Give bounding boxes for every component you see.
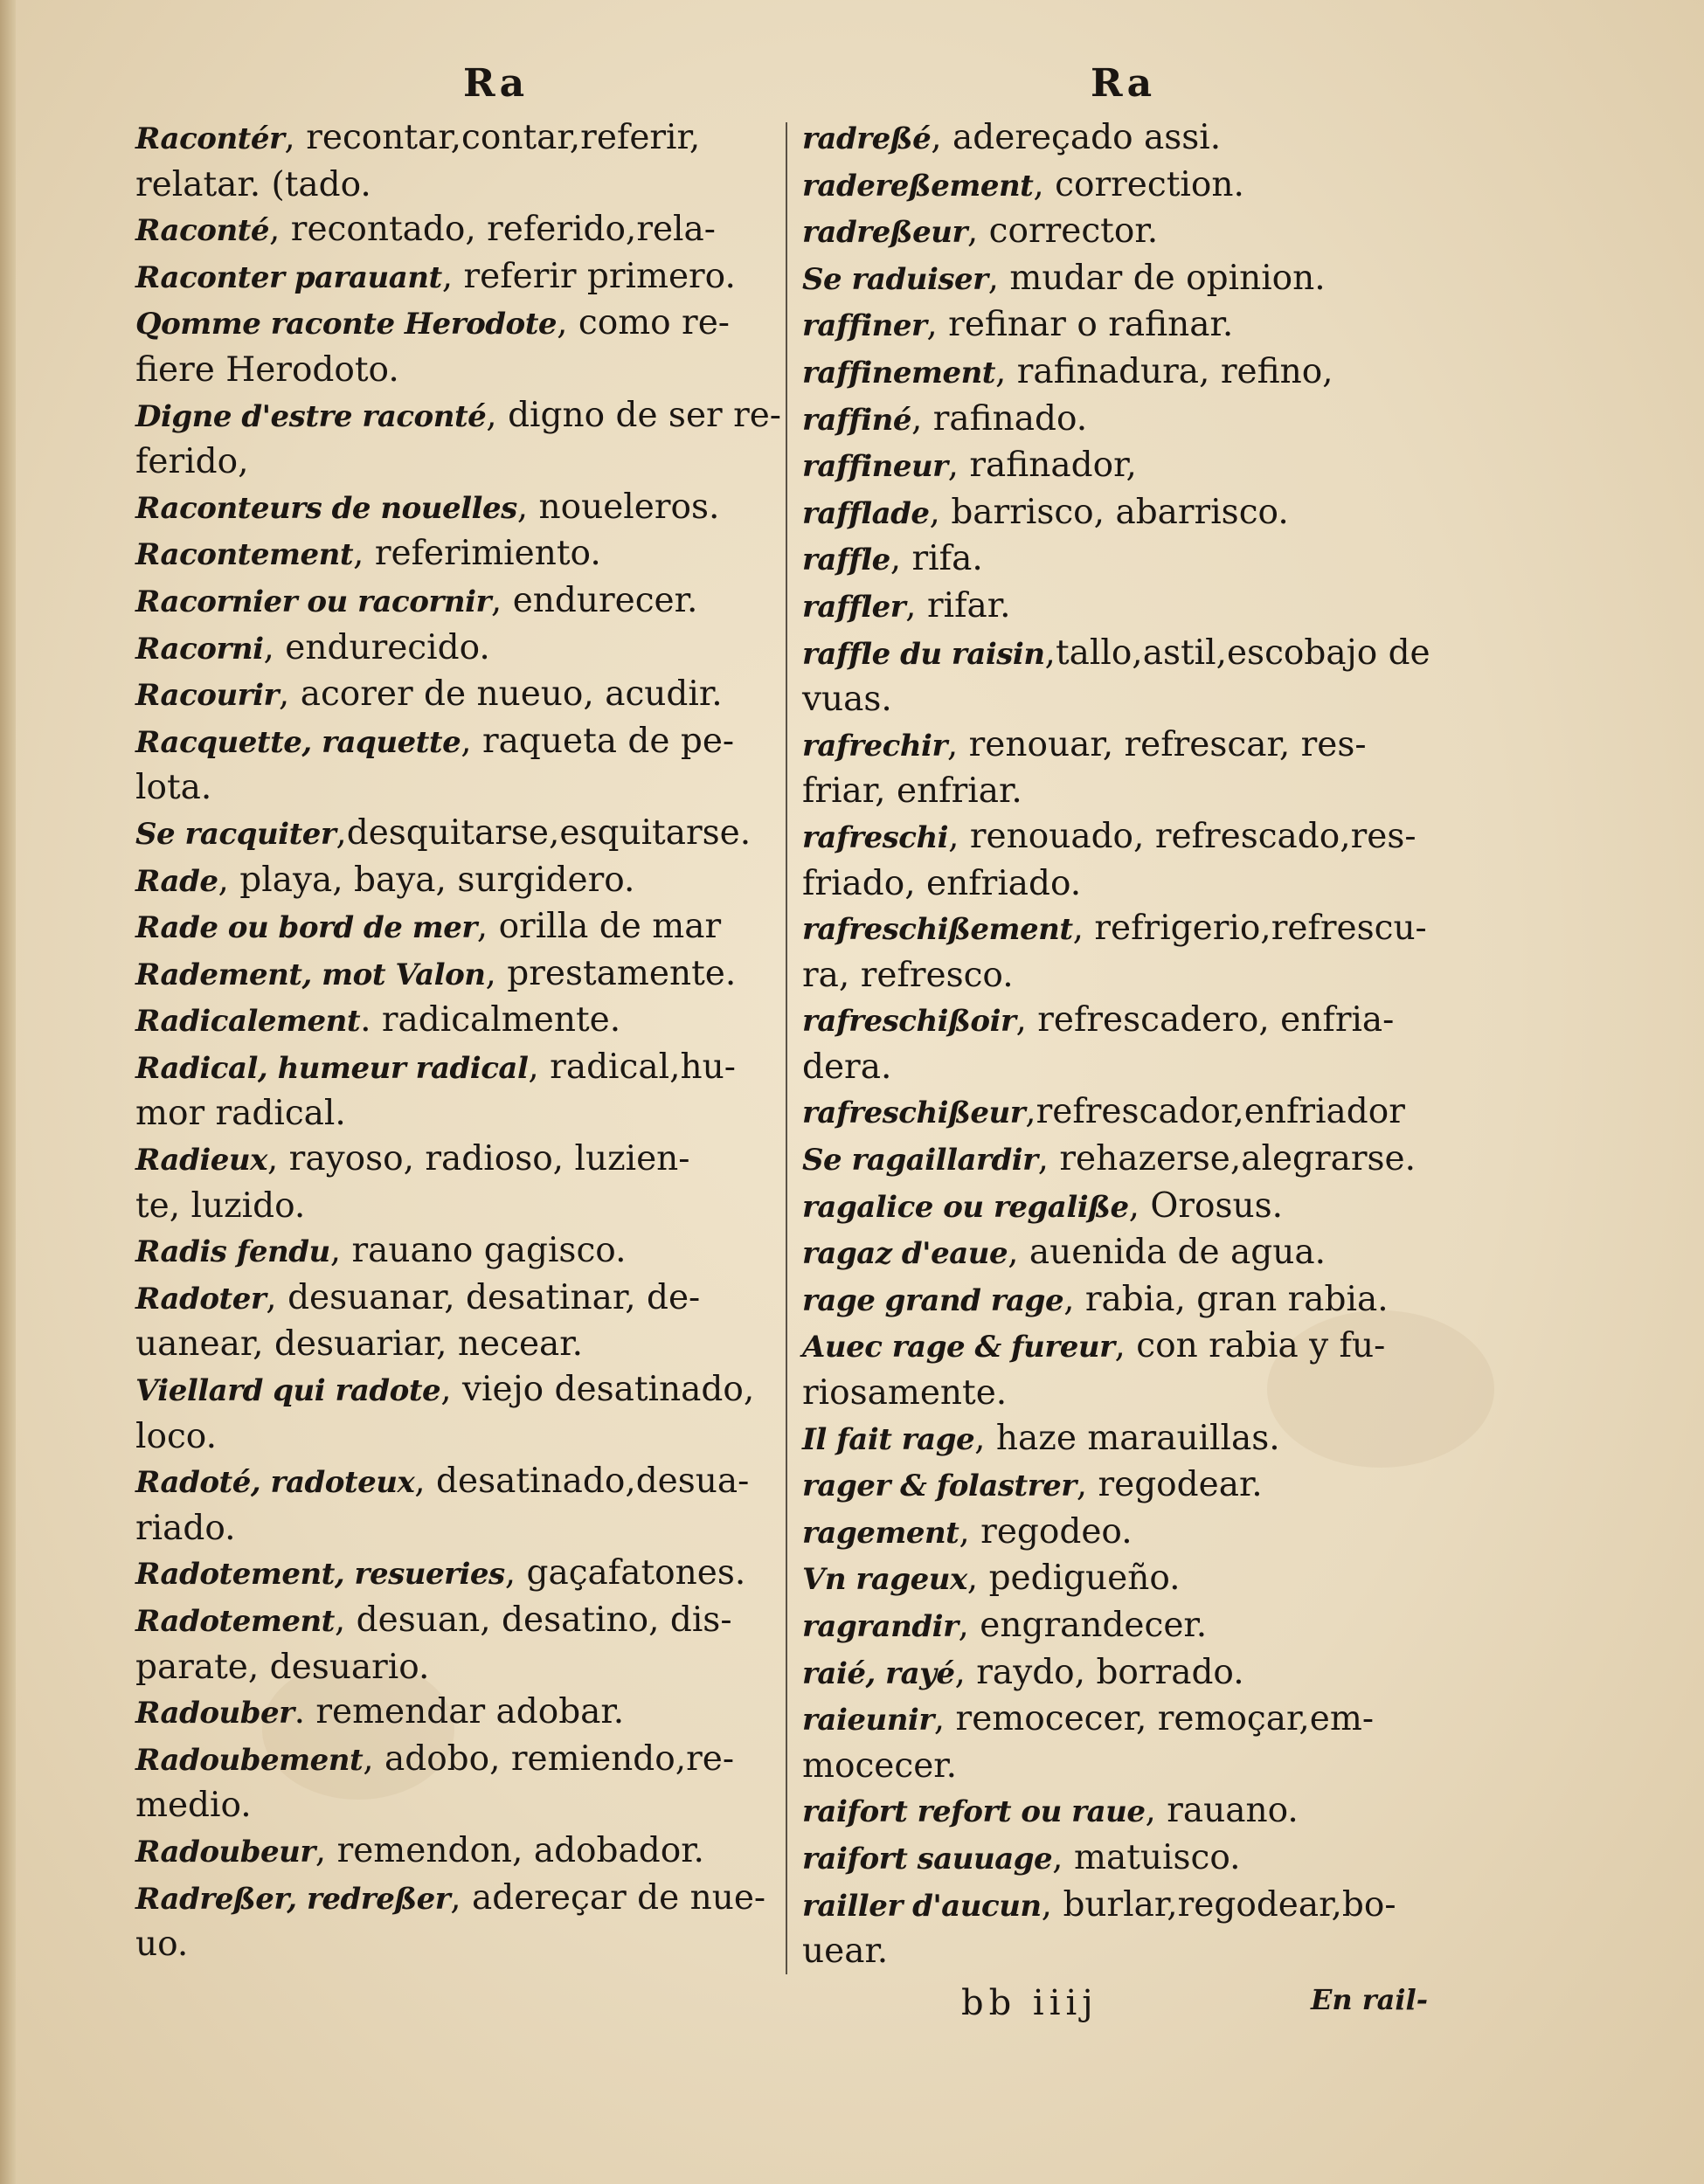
entry-headword: raifort sauuage: [802, 1841, 1053, 1876]
entry-definition: , mudar de opinion.: [987, 258, 1326, 298]
dictionary-entry: [802, 1697, 1466, 1744]
entry-headword: rage grand rage: [802, 1282, 1064, 1318]
dictionary-entry: [802, 302, 1466, 349]
entry-definition: , refrescadero, enfria-: [1015, 1000, 1395, 1040]
dictionary-entry: [802, 814, 1466, 861]
dictionary-entry: [135, 719, 778, 766]
entry-headword: radreßeur: [802, 215, 967, 251]
entry-headword: raifort refort ou raue: [802, 1794, 1146, 1830]
dictionary-entry: [802, 1089, 1466, 1137]
entry-headword: Radieux: [135, 1143, 267, 1178]
dictionary-entry: [802, 906, 1466, 953]
entry-headword: Viellard qui radote: [135, 1373, 441, 1409]
dictionary-entry: [802, 349, 1466, 397]
entry-headword: Radotement: [135, 1604, 335, 1639]
entry-definition: , rauano.: [1145, 1791, 1299, 1831]
dictionary-entry: [802, 1603, 1466, 1650]
dictionary-entry: [802, 397, 1466, 444]
entry-headword: raffiné: [802, 402, 911, 438]
entry-headword: Auec rage & fureur: [802, 1330, 1115, 1365]
entry-definition: , remendon, adobador.: [315, 1830, 704, 1870]
dictionary-entry: [802, 1510, 1466, 1557]
dictionary-entry: [802, 722, 1466, 770]
dictionary-entry: [802, 536, 1466, 584]
entry-headword: Raconteurs de nouelles: [135, 490, 517, 526]
dictionary-entry: [135, 301, 778, 348]
dictionary-entry: [802, 1416, 1466, 1463]
dictionary-entry: [802, 256, 1466, 303]
entry-headword: Racornier ou racornir: [135, 584, 491, 619]
dictionary-entry: [135, 439, 778, 485]
entry-definition: , orilla de mar: [476, 907, 722, 947]
entry-definition: , desatinado,desua-: [414, 1462, 750, 1502]
entry-definition: , rafinado.: [911, 398, 1088, 439]
entry-definition: , correction.: [1033, 164, 1244, 204]
dictionary-entry: [135, 1690, 778, 1737]
dictionary-entry: [135, 115, 778, 162]
entry-definition: fiere Herodoto.: [135, 349, 399, 390]
dictionary-entry: [802, 209, 1466, 256]
entry-headword: ragement: [802, 1515, 959, 1551]
entry-headword: Il fait rage: [802, 1421, 975, 1457]
dictionary-entry: [802, 1650, 1466, 1697]
entry-headword: raffle du raisin: [802, 636, 1045, 672]
dictionary-entry: [135, 951, 778, 999]
entry-definition: , viejo desatinado,: [440, 1370, 755, 1410]
entry-definition: , refrigerio,refrescu-: [1072, 909, 1427, 949]
dictionary-entry: [135, 672, 778, 719]
entry-definition: mocecer.: [802, 1745, 958, 1786]
running-head-left: Ra: [463, 61, 529, 106]
entry-definition: , referimiento.: [353, 534, 601, 574]
entry-definition: , adereçado assi.: [931, 118, 1222, 157]
entry-headword: raffiner: [802, 308, 927, 344]
entry-definition: uanear, desuariar, necear.: [135, 1324, 584, 1365]
entry-definition: , digno de ser re-: [486, 395, 781, 435]
entry-headword: Racorni: [135, 631, 264, 667]
entry-definition: riado.: [135, 1508, 236, 1548]
entry-definition: , gaçafatones.: [504, 1553, 746, 1593]
entry-definition: ,desquitarse,esquitarse.: [336, 812, 752, 853]
entry-definition: dera.: [802, 1047, 892, 1087]
dictionary-entry: [135, 1828, 778, 1876]
dictionary-entry: [802, 1462, 1466, 1510]
entry-headword: Digne d'estre raconté: [135, 398, 487, 434]
entry-definition: , adobo, remiendo,re-: [363, 1738, 735, 1779]
dictionary-entry: [135, 393, 781, 440]
entry-definition: parate, desuario.: [135, 1647, 430, 1687]
entry-headword: Raconté: [135, 213, 270, 249]
entry-definition: , recontado, referido,rela-: [269, 210, 716, 250]
entry-definition: riosamente.: [802, 1373, 1008, 1413]
dictionary-entry: [135, 765, 778, 811]
catchword: En rail-: [1311, 1983, 1428, 2016]
entry-definition: , rabia, gran rabia.: [1063, 1279, 1389, 1319]
entry-definition: ferido,: [135, 442, 249, 482]
entry-headword: rafflade: [802, 495, 930, 531]
entry-headword: Racquette, raquette: [135, 724, 461, 760]
entry-definition: , pedigueño.: [966, 1559, 1181, 1599]
entry-headword: Se racquiter: [135, 816, 336, 852]
entry-headword: Radement, mot Valon: [135, 957, 486, 992]
entry-definition: , renouado, refrescado,res-: [948, 816, 1417, 856]
entry-headword: raieunir: [802, 1703, 934, 1738]
dictionary-entry: [135, 998, 778, 1045]
signature-mark: bb iiij: [961, 1983, 1098, 2023]
entry-definition: , matuisco.: [1052, 1837, 1241, 1877]
entry-headword: Raconter parauant: [135, 259, 442, 295]
entry-headword: ragaz d'eaue: [802, 1236, 1008, 1272]
left-column: [135, 115, 781, 1967]
entry-headword: Radreßer, redreßer: [135, 1881, 451, 1917]
entry-definition: , rifar.: [905, 585, 1011, 625]
entry-definition: , corrector.: [966, 211, 1159, 252]
entry-definition: friar, enfriar.: [802, 771, 1022, 812]
entry-headword: Vn rageux: [802, 1562, 967, 1598]
entry-definition: , rayoso, radioso, luzien-: [267, 1139, 690, 1179]
page-edge: [0, 0, 16, 2184]
dictionary-entry: [802, 1883, 1466, 1930]
entry-headword: Radical, humeur radical: [135, 1050, 529, 1086]
entry-definition: , burlar,regodear,bo-: [1041, 1884, 1396, 1925]
entry-headword: Radotement, resueries: [135, 1557, 505, 1593]
entry-definition: , radical,hu-: [528, 1047, 736, 1087]
entry-headword: Racontement: [135, 537, 354, 573]
dictionary-entry: [802, 162, 1466, 210]
entry-headword: raffinement: [802, 355, 995, 390]
dictionary-entry: [802, 1230, 1466, 1277]
entry-headword: Racontér: [135, 121, 285, 156]
dictionary-entry: [802, 1324, 1466, 1371]
entry-definition: , raqueta de pe-: [461, 721, 735, 761]
entry-headword: rafrechir: [802, 728, 947, 764]
entry-headword: raffle: [802, 543, 890, 578]
entry-definition: , noueleros.: [516, 487, 720, 527]
entry-headword: Se raduiser: [802, 261, 988, 297]
dictionary-entry: [135, 1922, 778, 1967]
dictionary-entry: [135, 1551, 778, 1598]
entry-definition: , refinar o rafinar.: [926, 305, 1234, 345]
dictionary-entry: [135, 1737, 778, 1784]
entry-headword: ragrandir: [802, 1609, 959, 1644]
entry-definition: loco.: [135, 1416, 217, 1456]
entry-definition: , Orosus.: [1128, 1185, 1284, 1226]
dictionary-entry: [135, 1414, 778, 1460]
entry-headword: Radoubement: [135, 1742, 364, 1778]
dictionary-entry: [135, 1783, 778, 1828]
entry-definition: ,refrescador,enfriador: [1025, 1092, 1405, 1132]
entry-headword: rafreschißement: [802, 912, 1073, 948]
dictionary-entry: [135, 904, 778, 951]
column-rule: [786, 122, 787, 1974]
dictionary-entry: [135, 1137, 778, 1184]
entry-headword: raffineur: [802, 449, 948, 485]
entry-headword: rafreschi: [802, 819, 949, 855]
entry-definition: , rafinador,: [947, 446, 1137, 486]
dictionary-entry: [135, 207, 778, 254]
entry-definition: vuas.: [802, 680, 892, 720]
entry-definition: , rauano gagisco.: [329, 1231, 627, 1271]
entry-definition: , como re-: [557, 303, 730, 343]
dictionary-entry: [802, 1788, 1466, 1835]
entry-definition: , regodear.: [1076, 1465, 1263, 1505]
entry-definition: friado, enfriado.: [802, 863, 1082, 903]
dictionary-entry: [135, 858, 778, 905]
entry-definition: , recontar,contar,referir,: [284, 118, 701, 157]
running-head-right: Ra: [1091, 61, 1156, 106]
entry-definition: , con rabia y fu-: [1114, 1326, 1386, 1366]
entry-headword: raié, rayé: [802, 1655, 955, 1691]
dictionary-entry: [135, 1645, 778, 1690]
entry-headword: Radoubeur: [135, 1834, 315, 1870]
entry-definition: relatar. (tado.: [135, 164, 371, 204]
entry-definition: , playa, baya, surgidero.: [218, 860, 635, 900]
entry-definition: , rifa.: [890, 539, 983, 579]
entry-headword: radereßement: [802, 168, 1034, 204]
dictionary-entry: [802, 443, 1466, 490]
dictionary-entry: [135, 1506, 778, 1552]
entry-definition: mor radical.: [135, 1094, 346, 1134]
dictionary-entry: [135, 1322, 778, 1367]
dictionary-entry: [135, 1045, 778, 1092]
entry-headword: Radoter: [135, 1281, 267, 1317]
entry-definition: , adereçar de nue-: [450, 1877, 766, 1918]
dictionary-entry: [802, 1137, 1466, 1184]
dictionary-entry: [802, 861, 1466, 907]
entry-definition: , raydo, borrado.: [954, 1652, 1244, 1692]
entry-headword: rafreschißoir: [802, 1004, 1016, 1040]
dictionary-entry: [802, 1371, 1466, 1416]
dictionary-entry: [135, 162, 778, 208]
dictionary-entry: [135, 1184, 778, 1229]
dictionary-entry: [135, 348, 778, 393]
entry-headword: rafreschißeur: [802, 1095, 1026, 1131]
dictionary-entry: [802, 769, 1466, 814]
dictionary-entry: [135, 1091, 778, 1137]
entry-definition: , endurecer.: [490, 580, 698, 620]
dictionary-entry: [135, 485, 778, 532]
entry-definition: , endurecido.: [263, 627, 490, 667]
entry-headword: radreßé: [802, 121, 932, 156]
dictionary-entry: [802, 998, 1466, 1045]
dictionary-entry: [135, 1367, 778, 1414]
entry-headword: Qomme raconte Herodote: [135, 307, 558, 342]
dictionary-entry: [135, 1876, 778, 1923]
entry-definition: uear.: [802, 1932, 889, 1972]
dictionary-entry: [802, 490, 1466, 537]
entry-headword: ragalice ou regaliße: [802, 1189, 1129, 1225]
entry-definition: lota.: [135, 768, 212, 808]
dictionary-entry: [802, 1045, 1466, 1090]
entry-definition: , renouar, refrescar, res-: [946, 724, 1367, 764]
entry-definition: , rehazerse,alegrarse.: [1037, 1139, 1417, 1179]
entry-definition: uo.: [135, 1925, 189, 1965]
dictionary-entry: [135, 1598, 778, 1645]
entry-definition: , prestamente.: [485, 953, 737, 993]
dictionary-entry: [802, 677, 1466, 722]
entry-definition: , desuan, desatino, dis-: [334, 1600, 732, 1640]
right-column: [802, 115, 1466, 1974]
dictionary-entry: [802, 953, 1466, 999]
entry-headword: Racourir: [135, 678, 279, 714]
entry-headword: Radicalement: [135, 1004, 361, 1040]
entry-headword: Rade ou bord de mer: [135, 910, 477, 946]
entry-definition: , rafinadura, refino,: [995, 351, 1333, 391]
entry-headword: Se ragaillardir: [802, 1143, 1038, 1178]
entry-definition: , acorer de nueuo, acudir.: [278, 674, 723, 715]
dictionary-entry: [135, 1459, 778, 1506]
entry-definition: medio.: [135, 1786, 252, 1826]
dictionary-entry: [802, 584, 1466, 631]
dictionary-entry: [135, 254, 778, 301]
dictionary-entry: [802, 115, 1466, 162]
entry-headword: rager & folastrer: [802, 1469, 1077, 1504]
dictionary-entry: [802, 1929, 1466, 1974]
dictionary-entry: [135, 811, 778, 858]
dictionary-entry: [135, 625, 778, 673]
entry-definition: ra, refresco.: [802, 955, 1014, 995]
entry-definition: , referir primero.: [441, 256, 736, 296]
entry-definition: , engrandecer.: [958, 1606, 1208, 1645]
entry-definition: , auenida de agua.: [1008, 1233, 1326, 1273]
entry-headword: Radouber: [135, 1696, 294, 1731]
entry-headword: Radis fendu: [135, 1234, 330, 1270]
entry-definition: ,tallo,astil,escobajo de: [1044, 632, 1430, 673]
entry-definition: , remocecer, remoçar,em-: [933, 1699, 1375, 1739]
entry-definition: . remendar adobar.: [294, 1692, 625, 1732]
dictionary-entry: [135, 1228, 778, 1275]
entry-definition: . radicalmente.: [360, 1000, 621, 1040]
dictionary-entry: [802, 1556, 1466, 1603]
entry-definition: te, luzido.: [135, 1185, 306, 1226]
dictionary-entry: [802, 631, 1466, 678]
dictionary-entry: [135, 1275, 778, 1323]
entry-definition: , desuanar, desatinar, de-: [266, 1277, 701, 1317]
dictionary-entry: [802, 1277, 1466, 1324]
dictionary-entry: [135, 531, 778, 578]
entry-headword: Rade: [135, 863, 218, 899]
dictionary-entry: [802, 1835, 1466, 1883]
entry-headword: railler d'aucun: [802, 1888, 1042, 1924]
dictionary-entry: [135, 578, 778, 625]
entry-definition: , haze marauillas.: [974, 1418, 1280, 1458]
entry-definition: , regodeo.: [959, 1511, 1133, 1552]
entry-headword: raffler: [802, 589, 906, 625]
entry-headword: Radoté, radoteux: [135, 1465, 415, 1501]
entry-definition: , barrisco, abarrisco.: [929, 492, 1289, 532]
dictionary-entry: [802, 1184, 1466, 1231]
dictionary-entry: [802, 1744, 1466, 1789]
